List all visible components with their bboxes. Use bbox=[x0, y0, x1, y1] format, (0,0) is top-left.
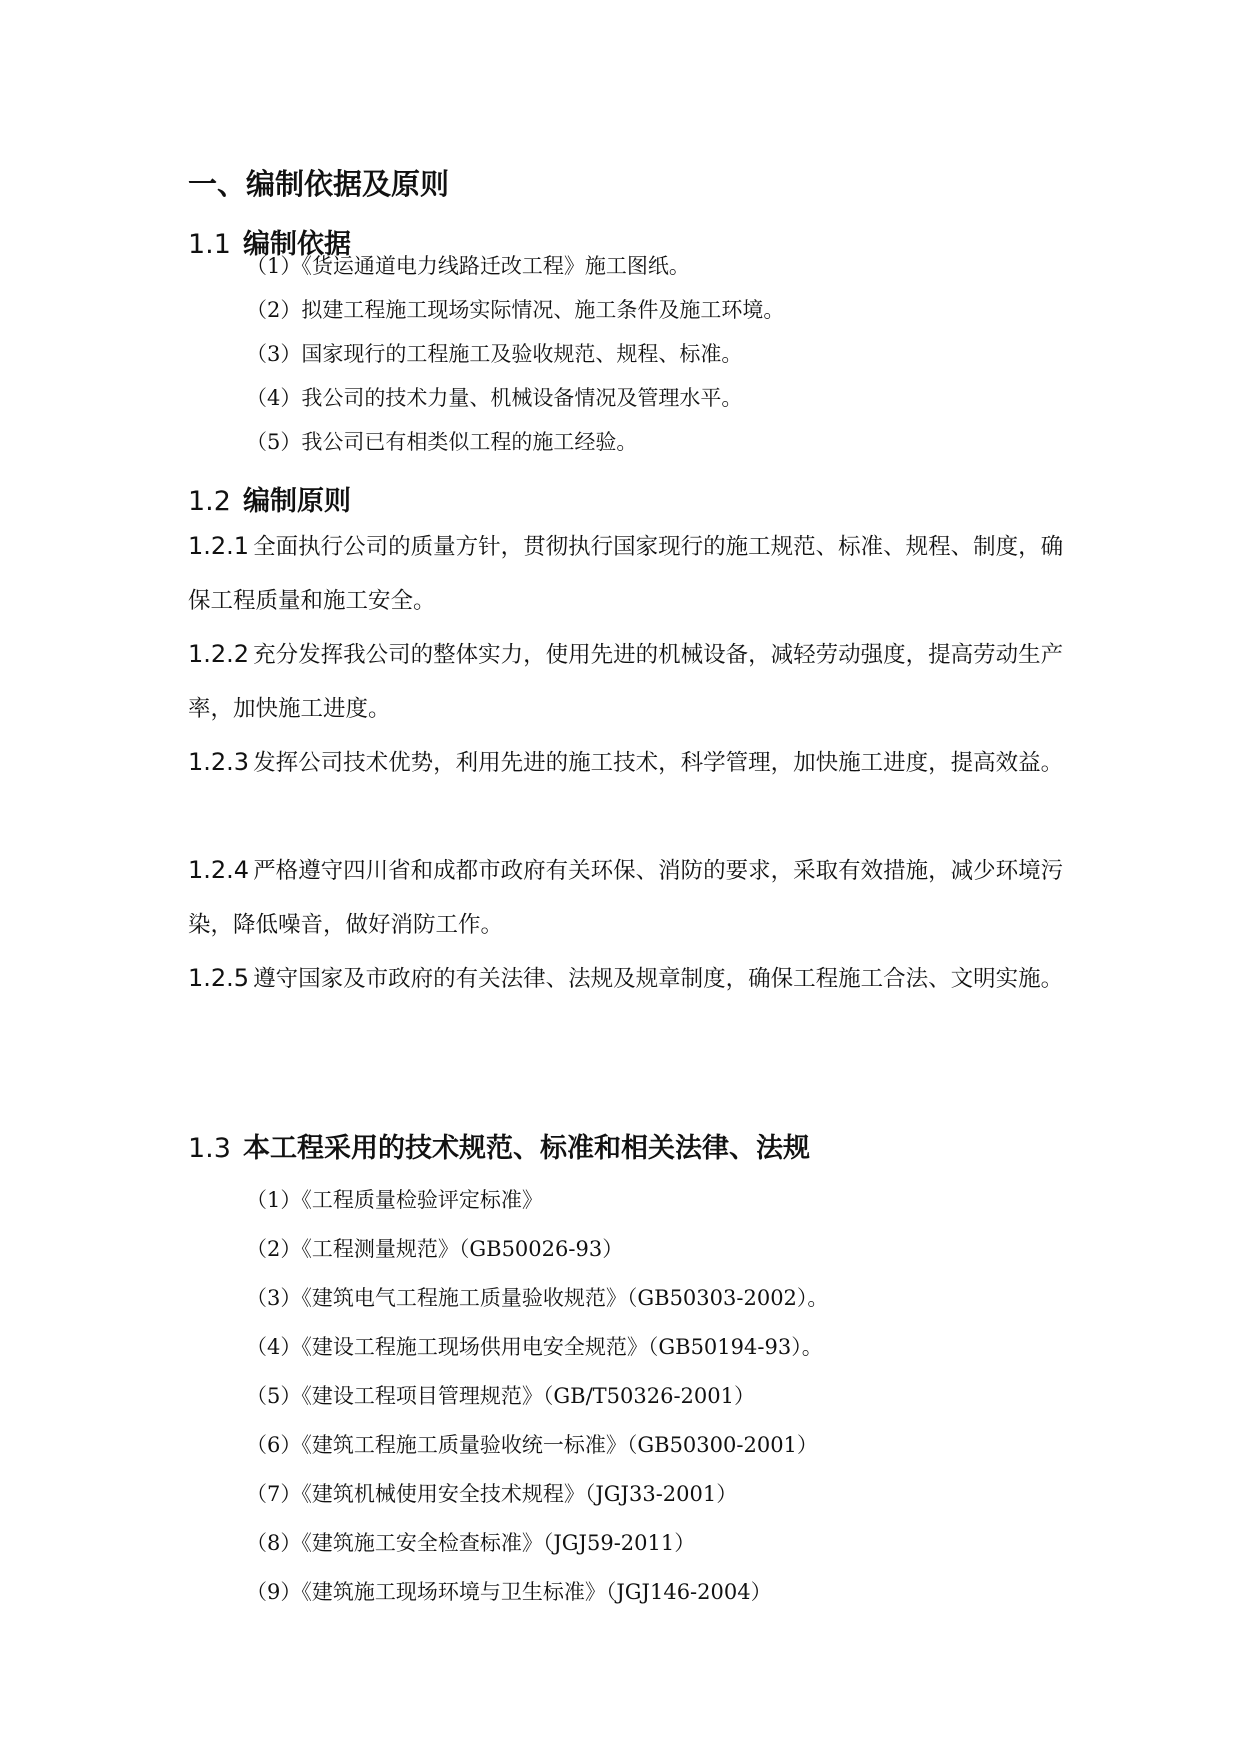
standard-item-3: （3）《建筑电气工程施工质量验收规范》（GB50303-2002）。 bbox=[246, 1286, 829, 1310]
standard-item-7: （7）《建筑机械使用安全技术规程》（JGJ33-2001） bbox=[246, 1482, 738, 1506]
paragraph-text: 发挥公司技术优势，利用先进的施工技术，科学管理，加快施工进度，提高效益。 bbox=[253, 750, 1064, 776]
paragraph-number: 1.2.2 bbox=[188, 640, 250, 668]
paragraph-text: 遵守国家及市政府的有关法律、法规及规章制度，确保工程施工合法、文明实施。 bbox=[253, 966, 1064, 992]
section-number: 1.1 bbox=[188, 229, 231, 260]
standard-item-1: （1）《工程质量检验评定标准》 bbox=[246, 1188, 543, 1212]
standard-item-6: （6）《建筑工程施工质量验收统一标准》（GB50300-2001） bbox=[246, 1433, 818, 1457]
section-number: 1.3 bbox=[188, 1133, 231, 1164]
paragraph-text: 全面执行公司的质量方针，贯彻执行国家现行的施工规范、标准、规程、制度，确保工程质量和施工安全。 bbox=[188, 534, 1064, 614]
principle-paragraph-4 bbox=[188, 843, 1068, 952]
paragraph-number: 1.2.4 bbox=[188, 856, 250, 884]
standard-item-2: （2）《工程测量规范》（GB50026-93） bbox=[246, 1237, 624, 1261]
paragraph-number: 1.2.3 bbox=[188, 748, 250, 776]
section-title: 编制依据 bbox=[242, 229, 351, 260]
basis-item-2: （2）拟建工程施工现场实际情况、施工条件及施工环境。 bbox=[246, 298, 785, 322]
section-title: 本工程采用的技术规范、标准和相关法律、法规 bbox=[242, 1133, 810, 1164]
paragraph-text: 严格遵守四川省和成都市政府有关环保、消防的要求，采取有效措施，减少环境污染，降低噪音，做好消防工作。 bbox=[188, 858, 1064, 938]
section-1-3-heading bbox=[188, 1131, 810, 1167]
standard-item-9: （9）《建筑施工现场环境与卫生标准》（JGJ146-2004） bbox=[246, 1580, 772, 1604]
section-1-heading: 一、编制依据及原则 bbox=[188, 167, 450, 201]
paragraph-number: 1.2.1 bbox=[188, 532, 250, 560]
section-title: 编制原则 bbox=[242, 486, 351, 517]
standard-item-8: （8）《建筑施工安全检查标准》（JGJ59-2011） bbox=[246, 1531, 696, 1555]
principle-paragraph-3 bbox=[188, 735, 1068, 790]
paragraph-number: 1.2.5 bbox=[188, 964, 250, 992]
principle-paragraph-1 bbox=[188, 519, 1068, 628]
basis-item-4: （4）我公司的技术力量、机械设备情况及管理水平。 bbox=[246, 386, 743, 410]
principle-paragraph-2 bbox=[188, 627, 1068, 736]
standard-item-5: （5）《建设工程项目管理规范》（GB/T50326-2001） bbox=[246, 1384, 755, 1408]
section-number: 1.2 bbox=[188, 486, 231, 517]
basis-item-3: （3）国家现行的工程施工及验收规范、规程、标准。 bbox=[246, 342, 743, 366]
section-1-2-heading bbox=[188, 484, 351, 520]
basis-item-1: （1）《货运通道电力线路迁改工程》施工图纸。 bbox=[246, 254, 690, 278]
standard-item-4: （4）《建设工程施工现场供用电安全规范》（GB50194-93）。 bbox=[246, 1335, 823, 1359]
principle-paragraph-5 bbox=[188, 951, 1068, 1006]
basis-item-5: （5）我公司已有相类似工程的施工经验。 bbox=[246, 430, 638, 454]
paragraph-text: 充分发挥我公司的整体实力，使用先进的机械设备，减轻劳动强度，提高劳动生产率，加快施工进度。 bbox=[188, 642, 1064, 722]
